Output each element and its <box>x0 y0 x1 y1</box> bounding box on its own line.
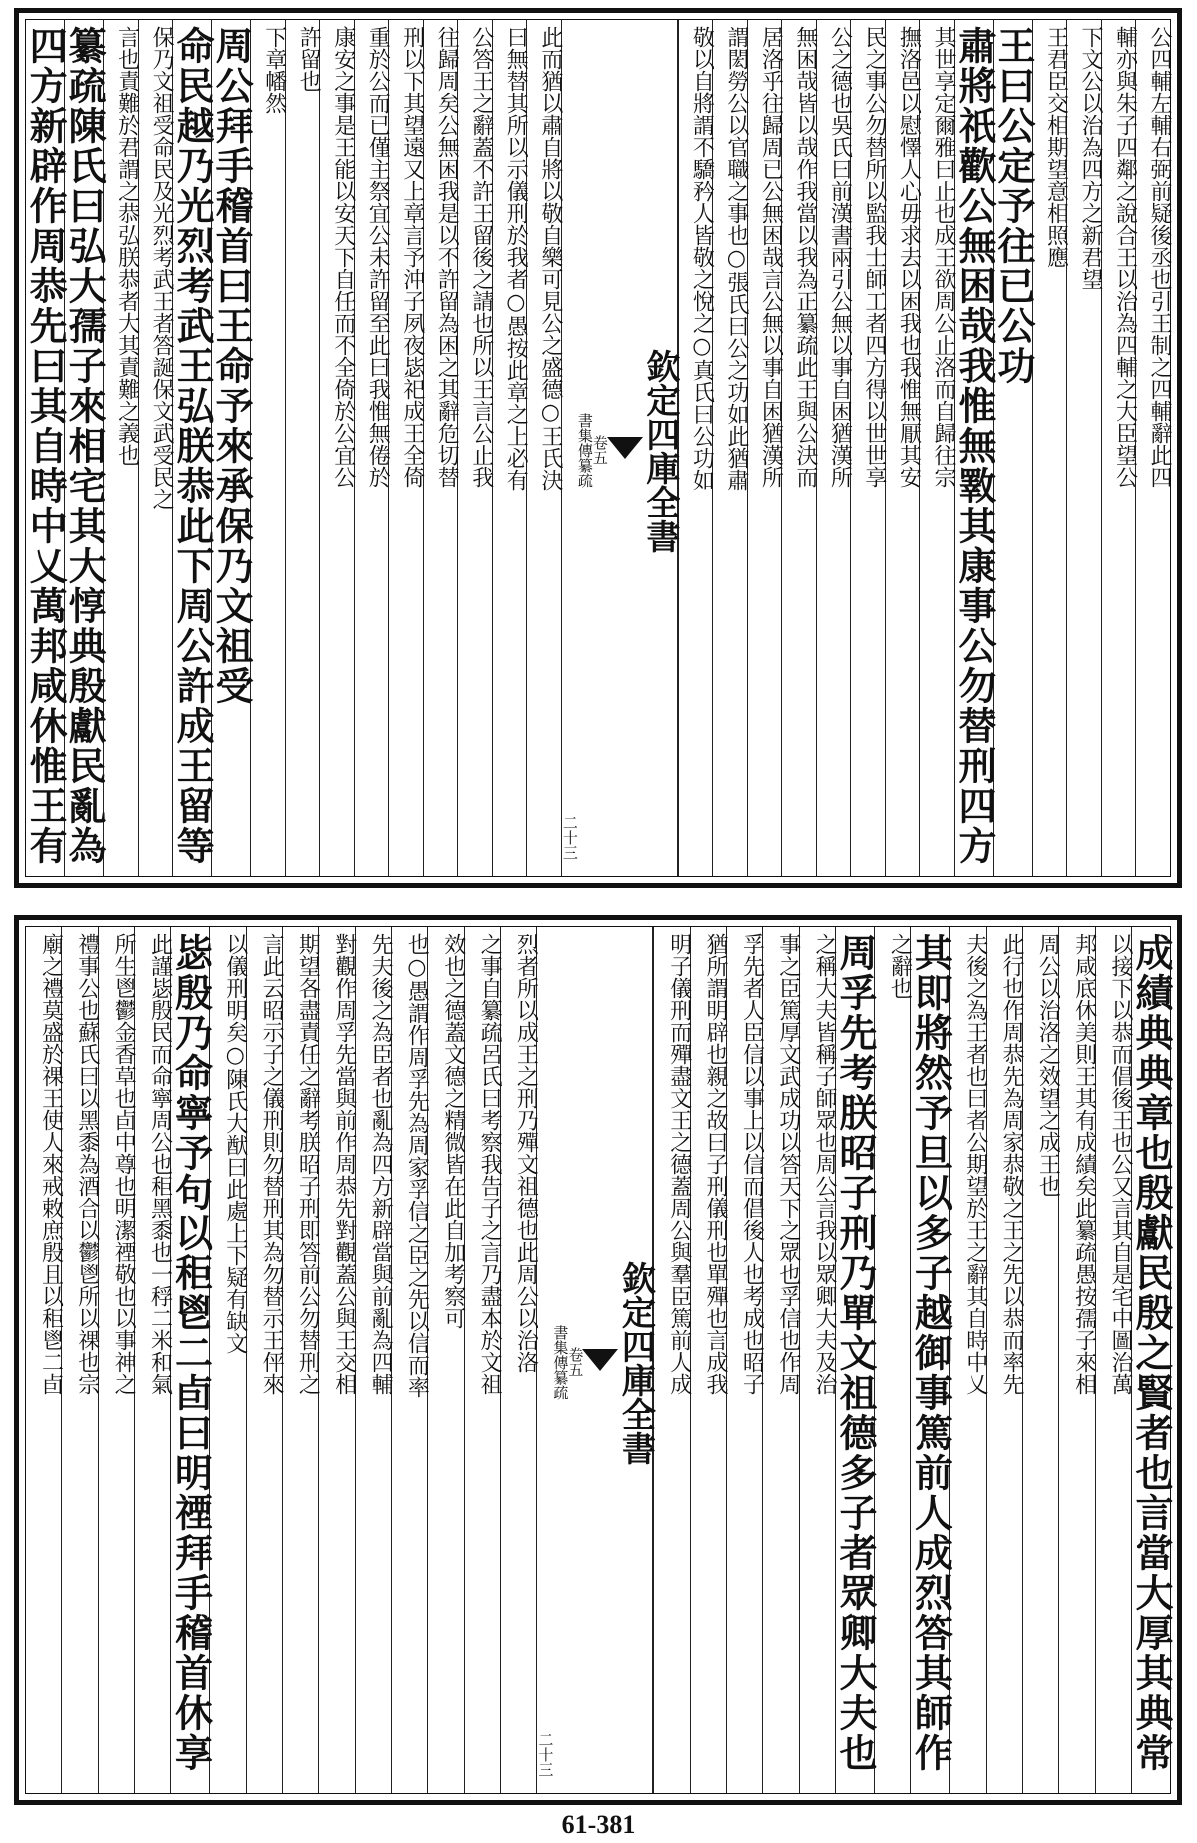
text-column: 此謹毖殷民而命寧周公也秬黑黍也一稃二米和氣 <box>134 927 170 1793</box>
text-column: 公答王之辭蓋不許王留後之請也所以王言公止我 <box>457 20 492 876</box>
book-title: 書集傳纂疏 <box>575 412 594 488</box>
volume-label: 卷五 <box>566 1347 585 1377</box>
center-margin <box>536 927 656 1793</box>
bottom-page-panel <box>14 915 1182 1805</box>
text-column: 以儀刑明矣○陳氏大猷曰此處上下疑有缺文 <box>209 927 245 1793</box>
text-column: 此行也作周恭先為周家恭敬之王之先以恭而率先 <box>986 927 1022 1793</box>
text-column: 曰無替其所以示儀刑於我者○愚按此章之上必有 <box>492 20 527 876</box>
center-margin <box>561 20 678 876</box>
text-column: 康安之事是王能以安天下自任而不全倚於公宜公 <box>319 20 354 876</box>
text-column: 孚先者人臣信以事上以信而倡後人也考成也昭子 <box>726 927 762 1793</box>
text-column: 之稱大夫皆稱子師眾也周公言我以眾卿大夫及治 <box>799 927 835 1793</box>
text-column: 先夫後之為臣者也亂為四方新辟當與前亂為四輔 <box>355 927 391 1793</box>
text-column: 下文公以治為四方之新君望 <box>1066 20 1101 876</box>
text-column: 此而猶以肅自將以敬自樂可見公之盛德○王氏決 <box>526 20 561 876</box>
text-column: 所生鬯鬱金香草也卣中尊也明潔禋敬也以事神之 <box>98 927 134 1793</box>
text-column: 敬以自將謂不驕矜人皆敬之悅之○真氏曰公功如 <box>678 20 713 876</box>
page-number: 61-381 <box>561 1810 636 1839</box>
text-column: 其世享定爾雅曰止也成王欲周公止洛而自歸往宗 <box>919 20 954 876</box>
text-column: 下章幡然 <box>250 20 285 876</box>
center-title: 欽定四庫全書 <box>615 1261 656 1465</box>
text-column: 居洛乎往歸周已公無困哉言公無以事自困猶漢所 <box>747 20 782 876</box>
text-column: 效也之德蓋文德之精微皆在此自加考察可 <box>427 927 463 1793</box>
text-column: 禮事公也蘇氏曰以黑黍為酒合以鬱鬯所以祼也宗 <box>61 927 97 1793</box>
text-column: 重於公而已僅主祭宜公未許留至此曰我惟無倦於 <box>354 20 389 876</box>
text-column: 廟之禮莫盛於祼王使人來戒敕庶殷且以秬鬯二卣 <box>38 933 64 1395</box>
bottom-columns <box>26 927 1174 1793</box>
leaf-number: 二十三 <box>536 1732 555 1777</box>
text-column: 期望各盡責任之辭考朕昭子刑即答前公勿替刑之 <box>282 927 318 1793</box>
text-column: 明子儀刑而殫盡文王之德蓋周公與羣臣篤前人成 <box>653 927 689 1793</box>
text-column: 往歸周矣公無困我是以不許留為困之其辭危切替 <box>423 20 458 876</box>
text-column: 輔亦與朱子四鄰之說合王以治為四輔之大臣望公 <box>1101 20 1136 876</box>
text-column: 猶所謂明辟也親之故曰子刑儀刑也單殫也言成我 <box>690 927 726 1793</box>
book-title: 書集傳纂疏 <box>551 1324 570 1400</box>
text-column: 以接下以恭而倡後王也公又言其自是宅中圖治萬 <box>1095 927 1131 1793</box>
text-column: 夫後之為王者也曰者公期望於王之辭其自時中乂 <box>949 927 985 1793</box>
text-column: 其即將然予旦以多子越御事篤前人成烈答其師作 <box>910 927 949 1793</box>
text-column: 王君臣交相期望意相照應 <box>1032 20 1067 876</box>
center-title: 欽定四庫全書 <box>639 349 680 553</box>
text-column: 民之事公勿替所以監我士師工者四方得以世世享 <box>850 20 885 876</box>
text-column: 對觀作周孚先當與前作周恭先對觀蓋公與王交相 <box>318 927 354 1793</box>
text-column: 烈者所以成王之刑乃殫文祖德也此周公以治洛 <box>500 927 536 1793</box>
text-column: 撫洛邑以慰懌人心毋求去以困我也我惟無厭其安 <box>885 20 920 876</box>
text-column: 刑以下其望遠又上章言予沖子夙夜毖祀成王全倚 <box>388 20 423 876</box>
text-column: 成績典典章也殷獻民殷之賢者也言當大厚其典常 <box>1131 927 1170 1793</box>
text-column: 許留也 <box>285 20 320 876</box>
text-column: 毖殷乃命寧予句以秬鬯二卣曰明禋拜手稽首休享 <box>170 927 209 1793</box>
text-column: 命民越乃光烈考武王弘朕恭此下周公許成王留等 <box>172 20 211 876</box>
text-column: 也○愚謂作周孚先為周家孚信之臣之先以信而率 <box>391 927 427 1793</box>
text-column: 肅將祇歡公無困哉我惟無斁其康事公勿替刑四方 <box>954 20 993 876</box>
text-column: 之事自纂疏呂氏曰考察我告子之言乃盡本於文祖 <box>464 927 500 1793</box>
text-column: 無困哉皆以哉作我當以我為正纂疏此王與公決而 <box>781 20 816 876</box>
text-column: 謂閎勞公以官職之事也○張氏曰公之功如此猶肅 <box>712 20 747 876</box>
text-column: 纂疏陳氏曰弘大孺子來相宅其大惇典殷獻民亂為 <box>64 20 103 876</box>
top-columns <box>23 20 1172 876</box>
text-column: 周公以治洛之效望之成王也 <box>1022 927 1058 1793</box>
text-column: 四方新辟作周恭先曰其自時中乂萬邦咸休惟王有 <box>23 26 69 866</box>
volume-label: 卷五 <box>590 435 609 465</box>
text-column: 言此云昭示子之儀刑則勿替刑其為勿替示王伻來 <box>246 927 282 1793</box>
text-column: 王曰公定予往已公功 <box>993 20 1032 876</box>
text-column: 公之德也吳氏曰前漢書兩引公無以事自困猶漢所 <box>816 20 851 876</box>
text-column: 言也責難於君謂之恭弘朕恭者大其責難之義也 <box>103 20 138 876</box>
top-page-panel <box>14 8 1182 888</box>
text-column: 之辭也 <box>874 927 910 1793</box>
text-column: 保乃文祖受命民及光烈考武王者答誕保文武受民之 <box>138 20 173 876</box>
fish-tail-mark <box>607 437 643 459</box>
text-column: 公四輔左輔右弼前疑後丞也引王制之四輔辭此四 <box>1135 20 1170 876</box>
text-column: 邦咸底休美則王其有成績矣此纂疏愚按孺子來相 <box>1058 927 1094 1793</box>
leaf-number: 二十三 <box>560 815 579 860</box>
text-column: 周公拜手稽首曰王命予來承保乃文祖受 <box>211 20 250 876</box>
text-column: 事之臣篤厚文武成功以答天下之眾也孚信也作周 <box>762 927 798 1793</box>
fish-tail-mark <box>582 1349 618 1371</box>
text-column: 周孚先考朕昭子刑乃單文祖德多子者眾卿大夫也 <box>835 927 874 1793</box>
